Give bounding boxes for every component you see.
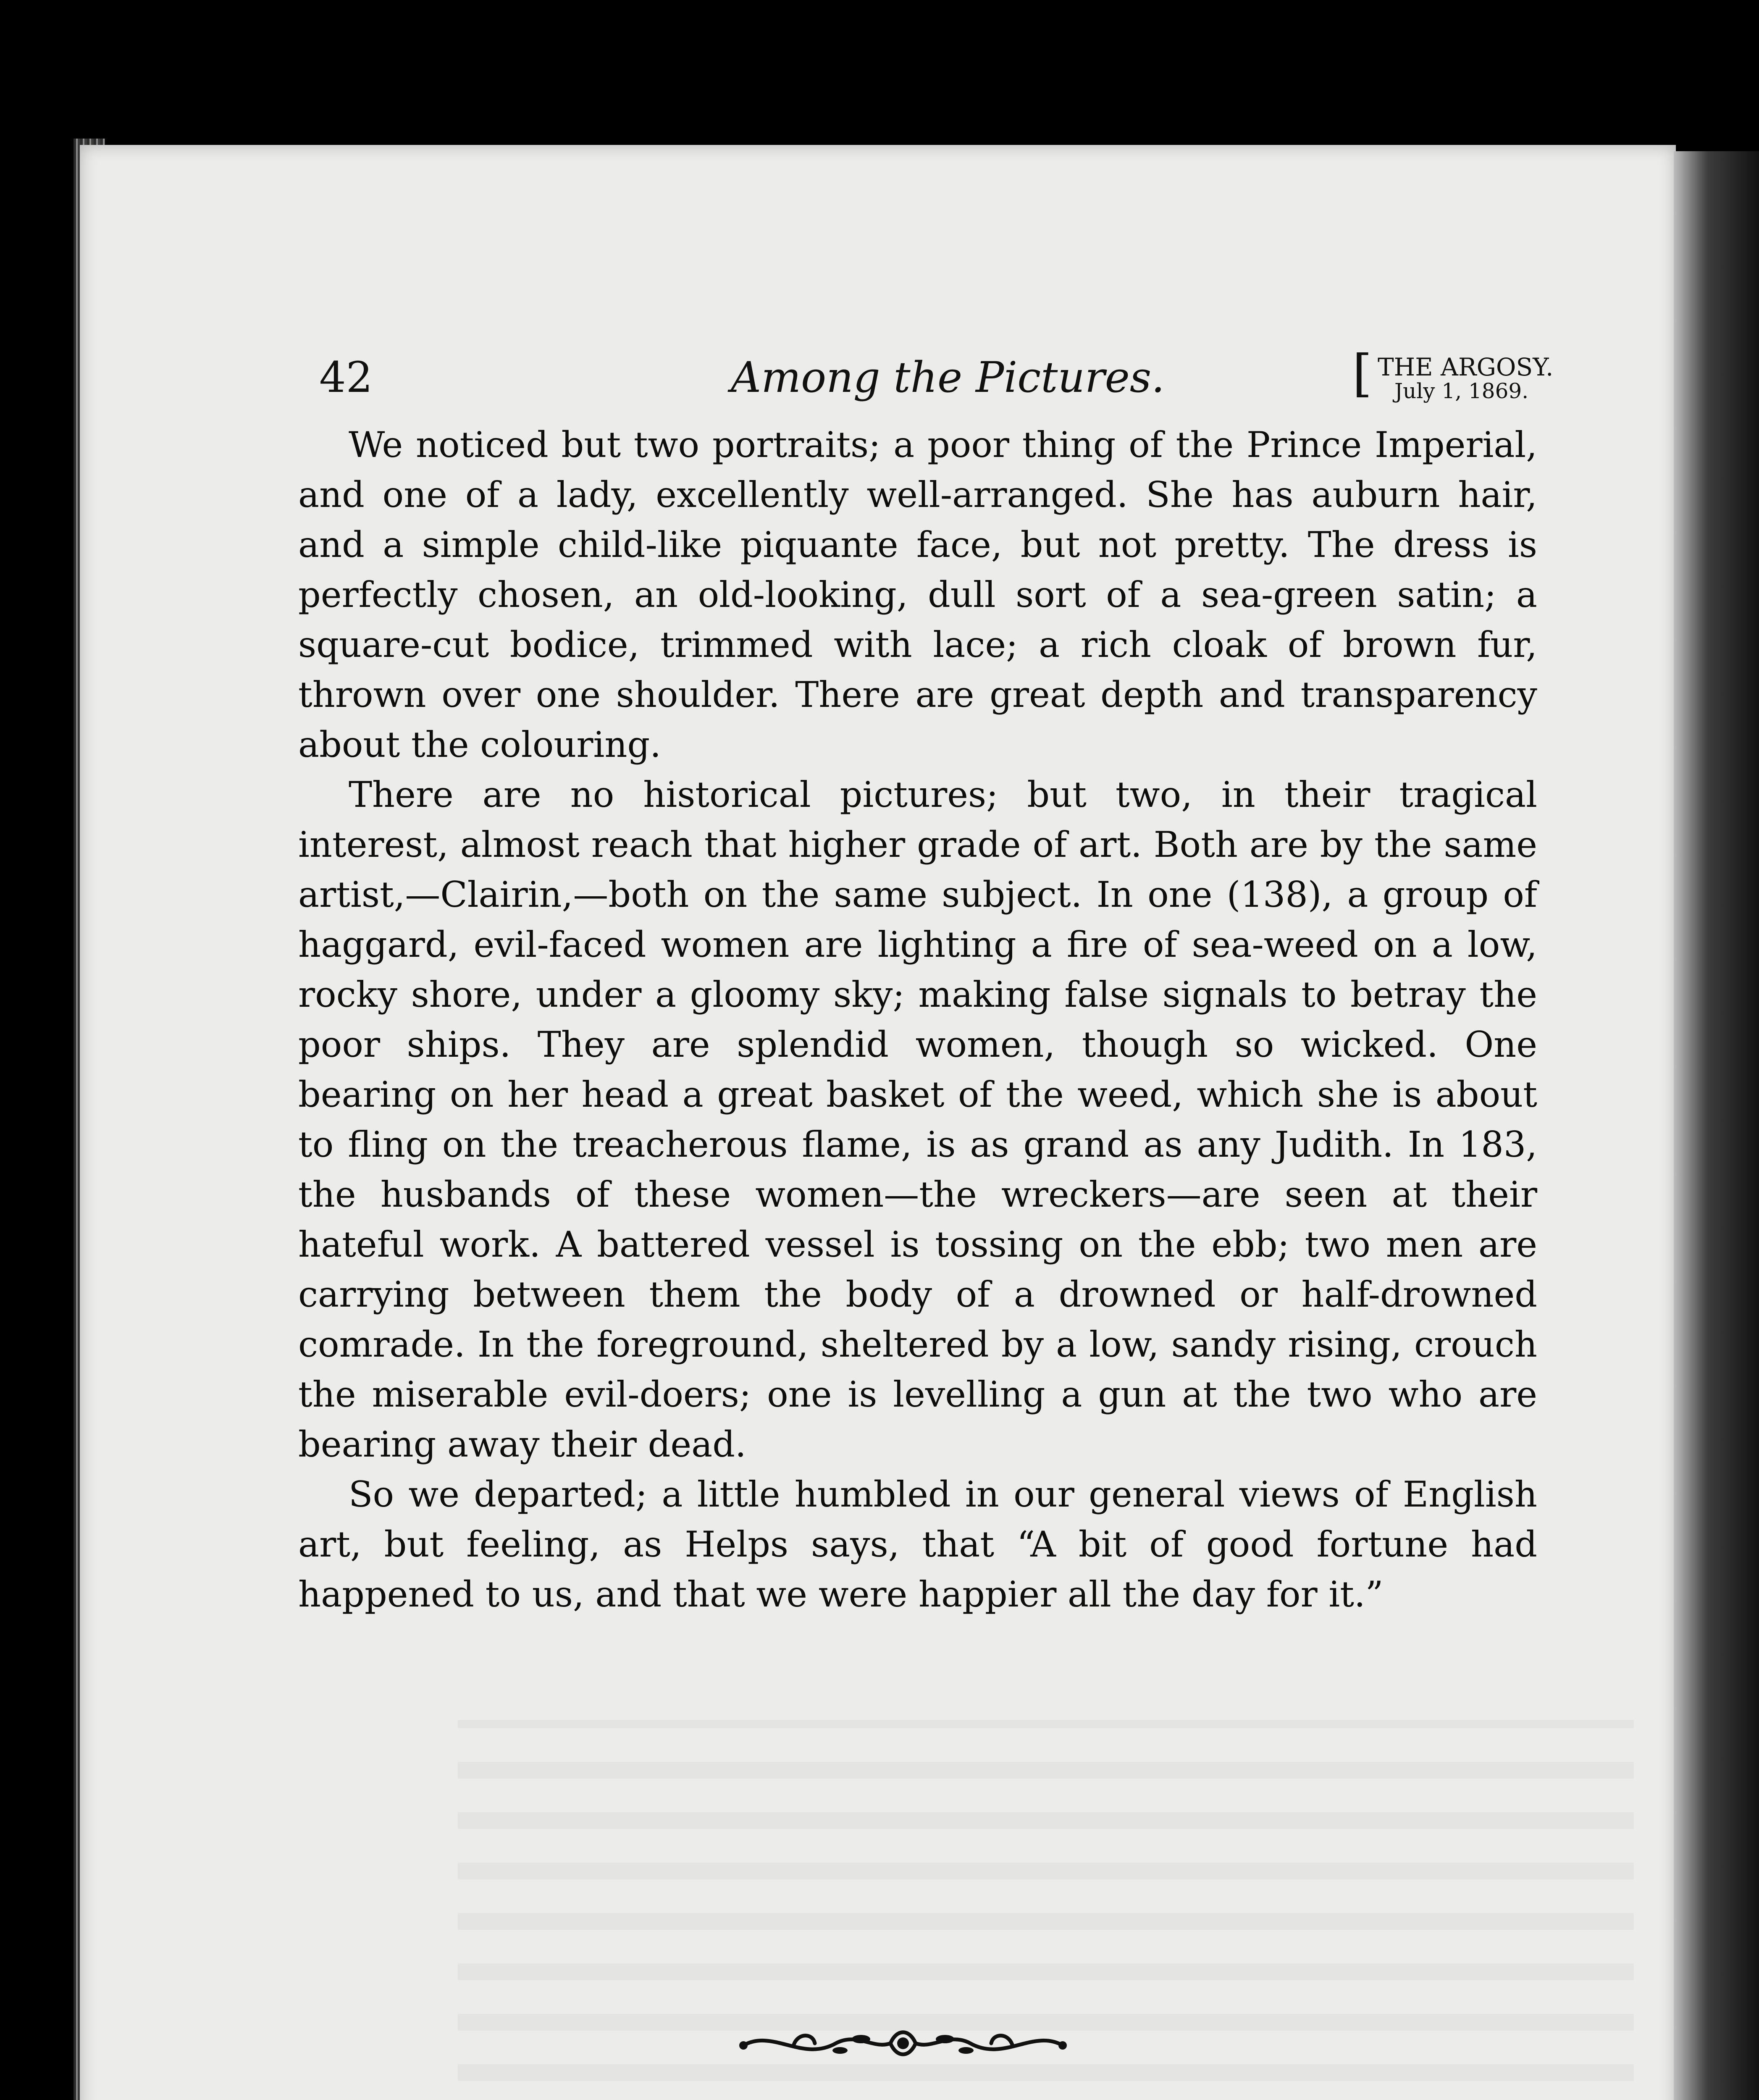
running-header <box>319 344 1554 412</box>
paragraph-historical-pictures: There are no historical pictures; but two, in their tragical interest, almost reach that higher grade of art. Both are by the same artist,—Clairin,—both on the same subject. In one (138), a group of haggard, evil-faced women are lighting a fire of sea-weed on a low, rocky shore, under a gloomy sky; making false signals to betray the poor ships. They are splendid women, though so wicked. One bearing on her head a great basket of the weed, which she is about to fling on the treacherous flame, is as grand as any Judith. In 183, the husbands of these women—the wreckers—are seen at their hateful work. A battered vessel is tossing on the ebb; two men are carrying between them the body of a drowned or half-drowned comrade. In the foreground, sheltered by a low, sandy rising, crouch the miserable evil-doers; one is levelling a gun at the two who are bearing away their dead. <box>298 774 1537 1465</box>
floral-scroll-ornament-icon <box>735 2020 1071 2066</box>
journal-date: July 1, 1869. <box>1394 379 1529 403</box>
page-number: 42 <box>319 353 373 402</box>
paragraph-departure: So we departed; a little humbled in our general views of English art, but feeling, as Helps says, that “A bit of good fortune had happened to us, and that we were happier all the day for it.” <box>298 1474 1537 1615</box>
paragraph-portraits: We noticed but two portraits; a poor thing of the Prince Imperial, and one of a lady, excellently well-arranged. She has auburn hair, and a simple child-like piquante face, but not pretty. The dress is perfectly chosen, an old-looking, dull sort of a sea-green satin; a square-cut bodice, trimmed with lace; a rich cloak of brown fur, thrown over one shoulder. There are great depth and transparency about the colouring. <box>298 424 1537 765</box>
facing-page-shadow <box>1674 151 1759 2100</box>
article-body <box>298 420 1537 1620</box>
journal-name: THE ARGOSY. <box>1378 353 1554 381</box>
bracket-glyph: [ <box>1352 344 1372 403</box>
running-title: Among the Pictures. <box>731 353 1165 402</box>
